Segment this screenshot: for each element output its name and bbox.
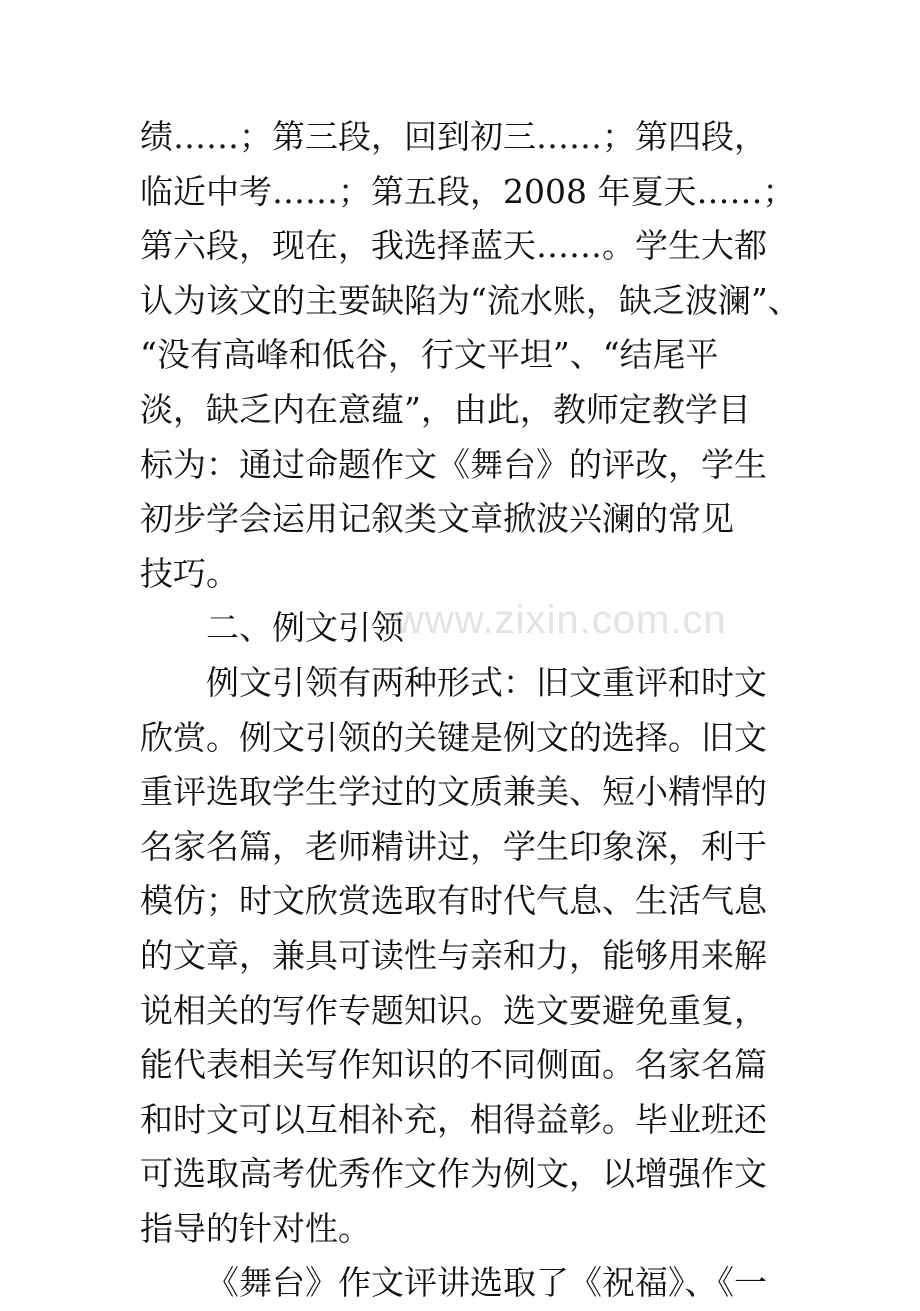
paragraph-line: 的文章，兼具可读性与亲和力，能够用来解 [140,935,767,975]
paragraph-line: 技巧。 [140,553,239,593]
paragraph-line: 淡，缺乏内在意蕴”，由此，教师定教学目 [140,389,751,429]
paragraph-line: 第六段，现在，我选择蓝天……。学生大都 [140,226,767,266]
paragraph-line: 说相关的写作专题知识。选文要避免重复， [140,990,767,1030]
paragraph-line: 名家名篇，老师精讲过，学生印象深，利于 [140,826,767,866]
paragraph-line: 初步学会运用记叙类文章掀波兴澜的常见 [140,499,734,539]
paragraph-line: 欣赏。例文引领的关键是例文的选择。旧文 [140,717,767,757]
paragraph-line: “没有高峰和低谷，行文平坦”、“结尾平 [140,335,719,375]
paragraph-line: 模仿；时文欣赏选取有时代气息、生活气息 [140,881,767,921]
paragraph-line: 绩……；第三段，回到初三……；第四段， [140,117,767,156]
paragraph-line: 临近中考……；第五段，2008 年夏天……； [140,171,796,211]
watermark: www.zixin.com.cn [395,598,727,642]
paragraph-line: 《舞台》作文评讲选取了《祝福》、《一 [206,1263,767,1303]
paragraph-line: 可选取高考优秀作文作为例文，以增强作文 [140,1154,767,1194]
section-heading: 二、例文引领 [206,608,404,648]
paragraph-line: 和时文可以互相补充，相得益彰。毕业班还 [140,1099,767,1139]
body-text [140,110,800,1311]
paragraph-line: 例文引领有两种形式：旧文重评和时文 [206,662,767,702]
paragraph-line: 指导的针对性。 [140,1208,371,1248]
paragraph-line: 重评选取学生学过的文质兼美、短小精悍的 [140,772,767,812]
paragraph-line: 认为该文的主要缺陷为“流水账，缺乏波澜”、 [140,280,801,320]
paragraph-line: 能代表相关写作知识的不同侧面。名家名篇 [140,1045,767,1085]
paragraph-line: 标为：通过命题作文《舞台》的评改，学生 [140,444,767,484]
